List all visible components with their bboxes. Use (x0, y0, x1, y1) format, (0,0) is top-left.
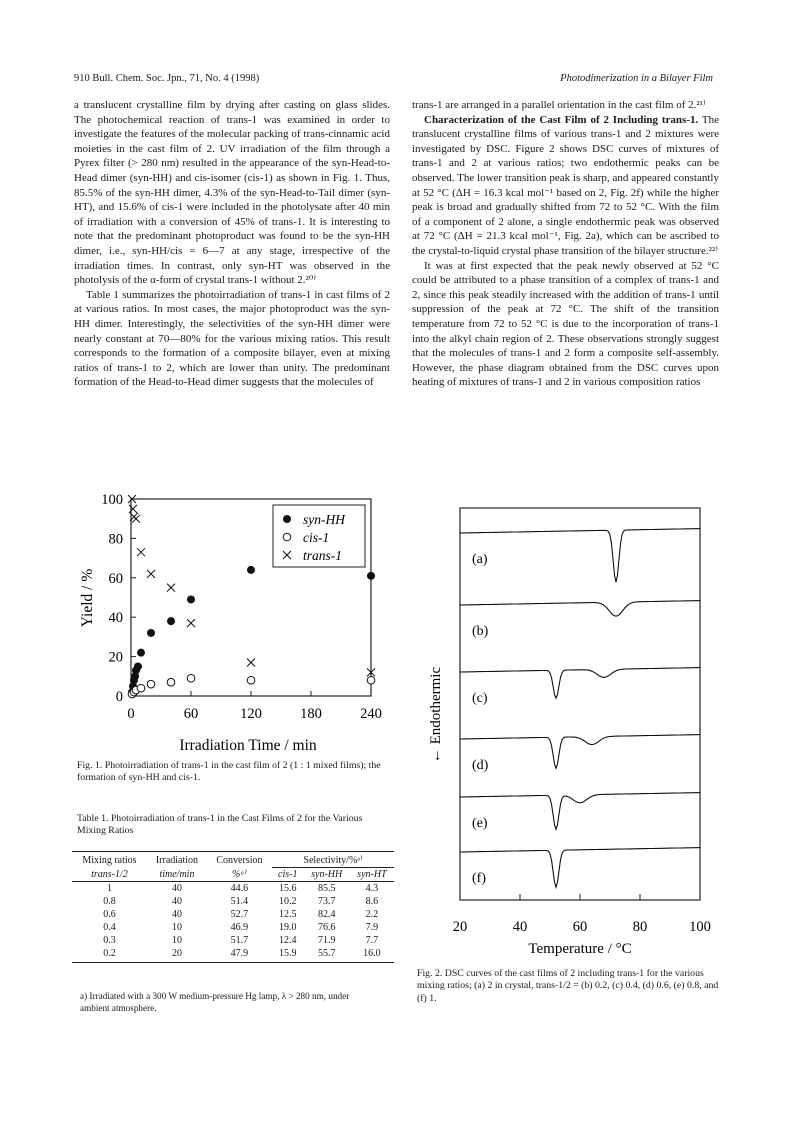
table-cell: 8.6 (365, 896, 379, 907)
data-point-trans-1 (187, 619, 195, 627)
dsc-curve-label: (f) (472, 871, 486, 886)
table-cell: 71.9 (317, 935, 336, 946)
table-cell: 16.0 (350, 947, 394, 963)
table-cell: 40 (171, 896, 182, 907)
data-point-syn-HH (247, 566, 255, 574)
x-tick-label: 20 (452, 919, 468, 935)
fig1-ylabel: Yield / % (79, 568, 96, 628)
table-row (72, 921, 394, 934)
table-row (72, 882, 394, 896)
table1-subheader-time: time/min (147, 868, 207, 882)
dsc-curve (460, 668, 700, 699)
left-column (74, 98, 390, 390)
table1-subheader-cis: cis-1 (272, 868, 304, 882)
left-paragraph-2: Table 1 summarizes the photoirradiation of trans-1 in cast films of 2 at various ratios. In most cases, the major photoproduct was the syn-HH dimer. Interestingly, the selectivities of the syn-HH dimer were nearly constant at 70—80% for the various mixing ratios. This result corresponds to the formation of a composite bilayer, even at mixing ratios of trans-1 to 2, which are lower than unity. The predominant formation of the Head-to-Head dimer suggests that the molecules of (74, 288, 390, 389)
table-cell: 10 (171, 935, 182, 946)
y-tick-label: 0 (115, 689, 123, 705)
dsc-curve-label: (b) (472, 624, 489, 639)
table-cell: 0.2 (72, 947, 147, 963)
table-cell: 40 (171, 909, 182, 920)
legend-marker-cis-1 (283, 533, 291, 541)
x-tick-label: 60 (572, 919, 588, 935)
data-point-trans-1 (247, 659, 255, 667)
fig2-caption: Fig. 2. DSC curves of the cast films of 2 including trans-1 for the various mixing ratios; (a) 2 in crystal, trans-1/2 = (b) 0.2, (c) 0.4, (d) 0.6, (e) 0.8, and (f) 1. (417, 968, 719, 1004)
data-point-syn-HH (367, 572, 375, 580)
x-tick-label: 40 (512, 919, 528, 935)
data-point-syn-HH (187, 595, 195, 603)
table-cell: 73.7 (317, 896, 336, 907)
table-cell: 0.4 (103, 922, 116, 933)
y-tick-label: 60 (108, 570, 123, 587)
legend-label: syn-HH (303, 512, 345, 527)
table-cell: 51.4 (230, 896, 249, 907)
table1-header-selectivity: Selectivity/%ᵃ⁾ (272, 852, 394, 868)
table-cell: 44.6 (230, 883, 249, 894)
dsc-curve (460, 529, 700, 583)
fig2-ylabel: ← Endothermic (428, 666, 444, 764)
table-cell: 2.2 (365, 909, 379, 920)
dsc-curve (460, 848, 700, 888)
fig2-curves (460, 529, 700, 888)
data-point-syn-HH (134, 662, 142, 670)
right-paragraph-2-text: The translucent crystalline films of various trans-1 and 2 mixtures were investigated by DSC. Figure 2 shows DSC curves of mixtures of trans-1 and 2 at various ratios; two endothermic peaks can be observed. The lower transition peak is sharp, and appeared constantly at 52 °C (ΔH = 16.3 kcal mol⁻¹ based on 2, Fig. 2f) while the higher peak is broad and gradually shifted from 72 to 52 °C. With the film of a component of 2 alone, a single endothermic peak was observed at 72 °C (ΔH = 21.3 kcal mol⁻¹, Fig. 2a), which can be ascribed to the crystal-to-liquid crystal phase transition of the bilayer structure.²²⁾ (412, 113, 719, 257)
table1-header-irradiation: Irradiation (147, 852, 207, 868)
x-tick-label: 0 (127, 706, 135, 722)
table-cell: 46.9 (230, 922, 249, 933)
dsc-curve-label: (e) (472, 816, 488, 831)
table-row (72, 895, 394, 908)
table-cell: 10.2 (278, 896, 297, 907)
x-tick-label: 120 (240, 706, 262, 722)
table-cell: 85.5 (317, 883, 336, 894)
y-tick-label: 80 (108, 531, 123, 548)
fig1-legend (273, 505, 365, 567)
data-point-trans-1 (137, 548, 145, 556)
fig2-frame (460, 508, 700, 900)
x-tick-label: 60 (183, 706, 199, 722)
left-paragraph-1: a translucent crystalline film by drying after casting on glass slides. The photochemical reaction of trans-1 was examined in order to investigate the features of the molecular packing of trans-cinnamic acid moieties in the cast film of 2. UV irradiation of the film through a Pyrex filter (> 280 nm) resulted in the appearance of the syn-Head-to-Head dimer (syn-HH) and cis-isomer (cis-1) as shown in Fig. 1. Thus, 85.5% of the syn-HH dimer, 4.3% of the syn-Head-to-Tail dimer (syn-HT), and 15.6% of cis-1 were included in the photolysate after 40 min of irradiation with a conversion of 45% of trans-1. It is interesting to note that the predominant photoproduct was found to be the syn-HH dimer, i.e., syn-HH/cis = 6—7 at any stage, irrespective of the irradiation times. In contrast, only syn-HT was observed in the photolysis of the α-form of crystal trans-1 without 2.²⁰⁾ (74, 99, 390, 287)
data-point-syn-HH (147, 629, 155, 637)
dsc-curve (460, 793, 700, 830)
table-cell: 0.6 (103, 909, 116, 920)
table-row (72, 947, 394, 963)
legend-label: cis-1 (303, 530, 330, 545)
fig1-caption: Fig. 1. Photoirradiation of trans-1 in the cast film of 2 (1 : 1 mixed films); the formation of syn-HH and cis-1. (77, 760, 381, 784)
table-cell: 4.3 (365, 883, 379, 894)
dsc-curve (460, 735, 700, 769)
table1-subheader-synhh: syn-HH (304, 868, 350, 882)
table-cell: 0.8 (103, 896, 116, 907)
data-point-trans-1 (147, 570, 155, 578)
data-point-cis-1 (167, 678, 175, 686)
x-tick-label: 180 (300, 706, 322, 722)
y-tick-label: 40 (108, 610, 123, 627)
table-cell: 20 (147, 947, 207, 963)
fig2-plot (420, 505, 720, 960)
dsc-curve-label: (a) (472, 552, 488, 567)
table1-header-mixing: Mixing ratios (72, 852, 147, 868)
data-point-cis-1 (137, 684, 145, 692)
fig2-xlabel: Temperature / °C (528, 941, 632, 957)
data-point-trans-1 (132, 515, 140, 523)
y-tick-label: 100 (101, 492, 123, 508)
table-row (72, 908, 394, 921)
table-cell: 52.7 (230, 909, 249, 920)
dsc-curve-label: (c) (472, 691, 488, 706)
table-cell: 12.4 (278, 935, 297, 946)
x-tick-label: 100 (689, 919, 711, 935)
fig1-plot (70, 488, 390, 760)
data-point-cis-1 (247, 676, 255, 684)
table-cell: 55.7 (304, 947, 350, 963)
table-cell: 51.7 (230, 935, 249, 946)
table-cell: 7.9 (365, 922, 379, 933)
y-tick-label: 20 (108, 649, 123, 666)
table1-subheader-ratio: trans-1/2 (72, 868, 147, 882)
table-cell: 0.3 (103, 935, 116, 946)
table-cell: 15.9 (272, 947, 304, 963)
table-cell: 1 (106, 883, 112, 894)
table-cell: 15.6 (278, 883, 297, 894)
table-cell: 7.7 (365, 935, 379, 946)
table1 (72, 851, 394, 963)
table-cell: 12.5 (278, 909, 297, 920)
table1-subheader-synht: syn-HT (350, 868, 394, 882)
table1-title: Table 1. Photoirradiation of trans-1 in the Cast Films of 2 for the Various Mixing Ratios (77, 813, 363, 837)
data-point-syn-HH (167, 617, 175, 625)
right-paragraph-2 (412, 113, 719, 259)
right-column (412, 98, 719, 390)
table-cell: 10 (171, 922, 182, 933)
table-cell: 40 (171, 883, 182, 894)
running-header-left: 910 Bull. Chem. Soc. Jpn., 71, No. 4 (1998) (74, 73, 260, 84)
data-point-cis-1 (187, 674, 195, 682)
table1-subheader-conversion: %ᵃ⁾ (207, 868, 272, 882)
right-paragraph-1: trans-1 are arranged in a parallel orientation in the cast film of 2.²¹⁾ (412, 99, 706, 111)
data-point-syn-HH (137, 649, 145, 657)
x-tick-label: 80 (632, 919, 648, 935)
table-cell: 19.0 (278, 922, 297, 933)
right-paragraph-3: It was at first expected that the peak newly observed at 52 °C could be attributed to a phase transition of a complex of trans-1 and 2, since this peak steadily increased with the addition of trans-1 until suppression of the peak at 72 °C. The shift of the transition temperature from 72 to 52 °C is due to the incorporation of trans-1 into the alkyl chain region of 2. These observations strongly suggest that the molecules of trans-1 and 2 form a composite self-assembly. However, the phase diagram obtained from the DSC curves upon heating of mixtures of trans-1 and 2 in various composition ratios (412, 259, 719, 389)
data-point-cis-1 (147, 680, 155, 688)
table-cell: 82.4 (317, 909, 336, 920)
section-title: Characterization of the Cast Film of 2 Including trans-1. (424, 113, 699, 126)
legend-label: trans-1 (303, 548, 343, 563)
table1-footnote: a) Irradiated with a 300 W medium-pressure Hg lamp, λ > 280 nm, under ambient atmosphere. (80, 991, 350, 1013)
fig1-xlabel: Irradiation Time / min (179, 737, 317, 754)
table1-header-conversion: Conversion (207, 852, 272, 868)
data-point-trans-1 (129, 505, 137, 513)
x-tick-label: 240 (360, 706, 382, 722)
running-header-right: Photodimerization in a Bilayer Film (560, 73, 713, 84)
dsc-curve (460, 601, 700, 617)
table-cell: 47.9 (207, 947, 272, 963)
table-row (72, 934, 394, 947)
table-cell: 76.6 (317, 922, 336, 933)
dsc-curve-label: (d) (472, 758, 489, 773)
data-point-cis-1 (367, 676, 375, 684)
legend-marker-syn-HH (283, 515, 291, 523)
data-point-trans-1 (167, 584, 175, 592)
